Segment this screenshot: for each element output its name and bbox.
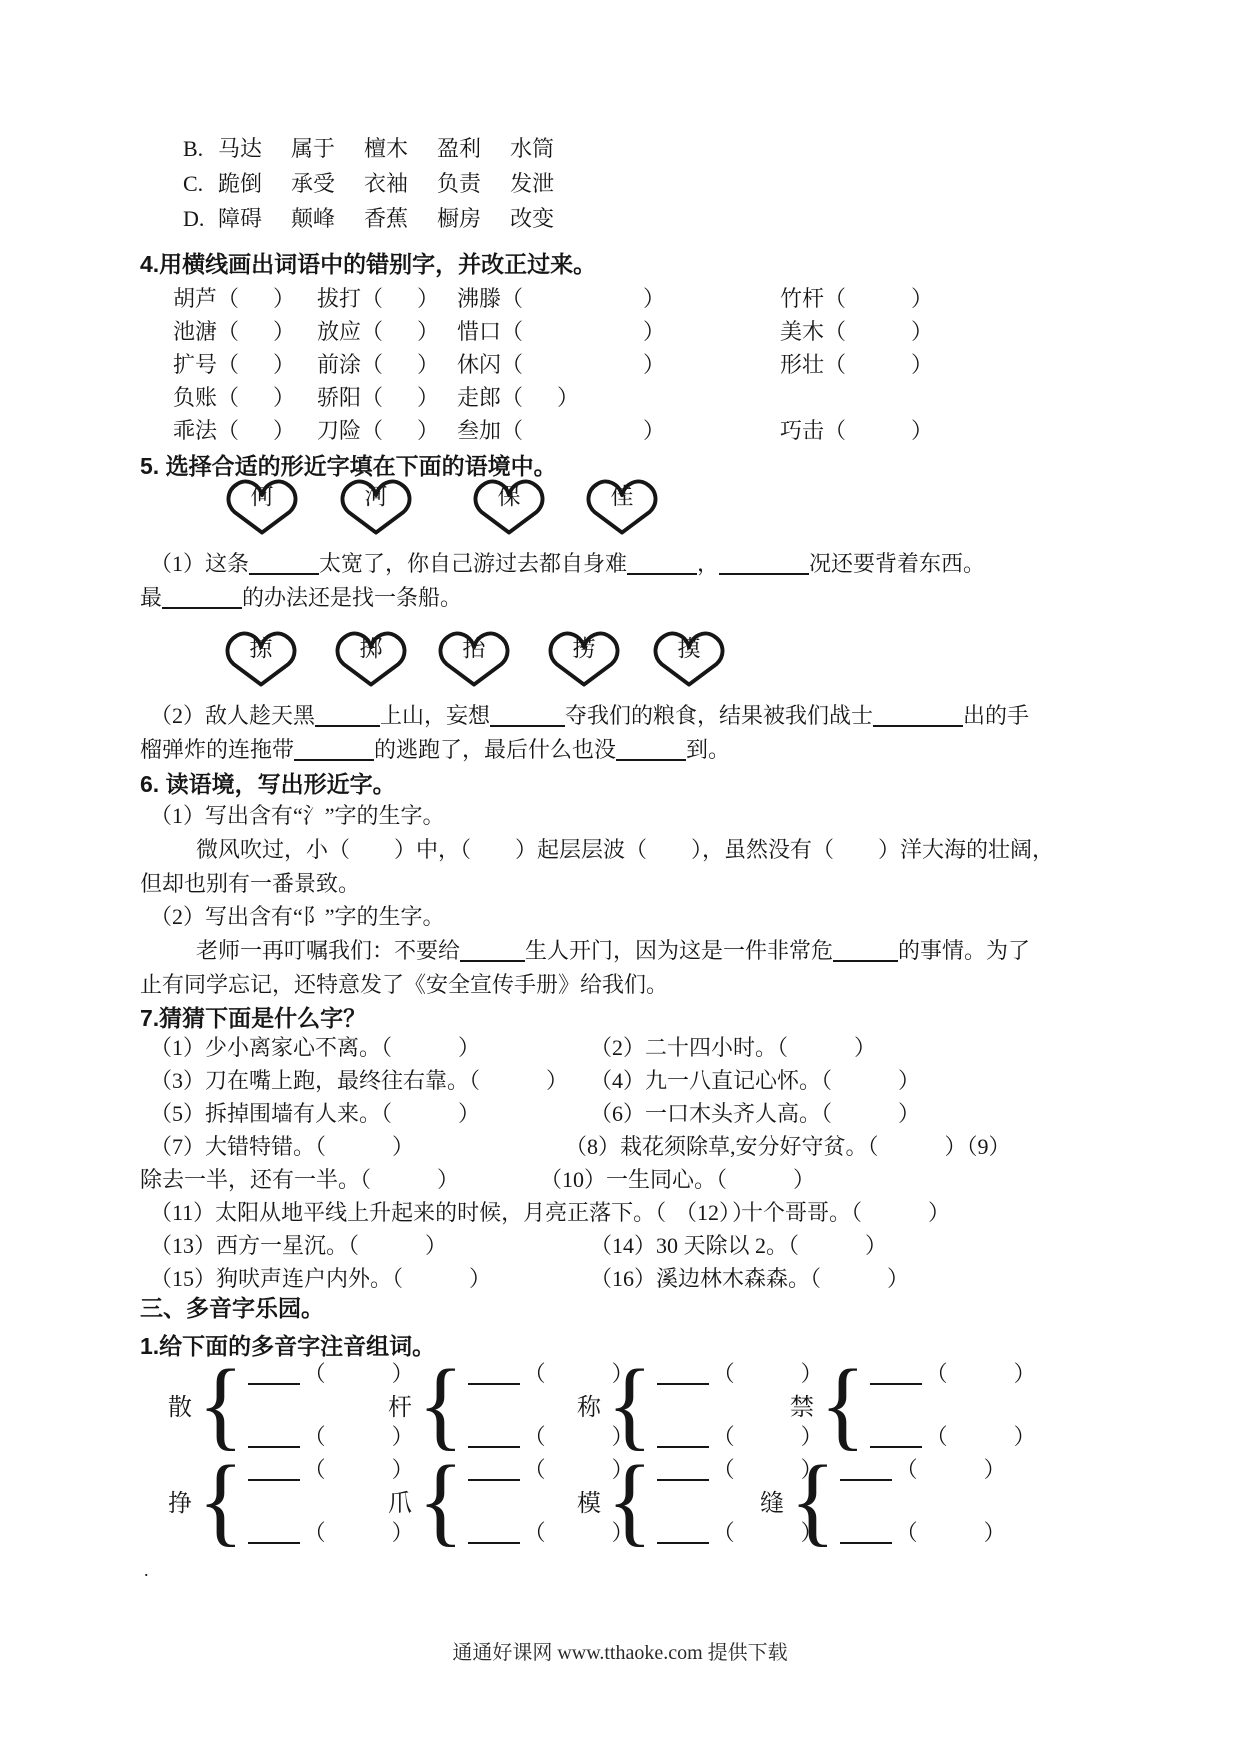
paren-open: （ bbox=[361, 385, 384, 410]
misspelling-row bbox=[173, 348, 933, 381]
paren-open: （ bbox=[501, 352, 524, 377]
blank-underline bbox=[249, 559, 319, 575]
misspelling-item bbox=[457, 381, 780, 414]
paren-close: ） bbox=[273, 418, 296, 443]
blank-underline bbox=[616, 745, 686, 761]
text-segment: 的事情。为了 bbox=[898, 938, 1031, 963]
paren-open: （ bbox=[217, 286, 240, 311]
riddle-item: （1）少小离家心不离。（ ） bbox=[150, 1035, 481, 1060]
misspelling-item bbox=[317, 381, 457, 414]
polyphone-character: 爪 bbox=[388, 1490, 412, 1517]
question-4-grid bbox=[173, 282, 933, 447]
word: 拔打 bbox=[317, 286, 362, 311]
word: 承受 bbox=[291, 171, 336, 196]
word: 属于 bbox=[291, 136, 336, 161]
polyphone-entries bbox=[840, 1452, 1006, 1548]
hearts-row-2 bbox=[0, 628, 1240, 690]
polyphone-character: 禁 bbox=[790, 1394, 814, 1421]
blank-underline bbox=[468, 1465, 520, 1481]
paren-open: （ bbox=[824, 418, 847, 443]
misspelling-item bbox=[317, 315, 457, 348]
polyphone-block bbox=[760, 1443, 1006, 1556]
misspelling-row bbox=[173, 414, 933, 447]
heart-character: 抬 bbox=[462, 636, 486, 661]
riddle-item: （13）西方一星沉。（ ） bbox=[150, 1233, 448, 1258]
word: 美木 bbox=[780, 319, 825, 344]
blank-underline bbox=[468, 1432, 520, 1448]
paren-close: ） bbox=[417, 352, 440, 377]
text-segment: （2）敌人趁天黑 bbox=[150, 703, 316, 728]
paren-blank: （ ） bbox=[523, 1361, 634, 1386]
paren-open: （ bbox=[361, 319, 384, 344]
question-6-title: 6. 读语境，写出形近字。 bbox=[140, 771, 396, 797]
misspelling-item bbox=[457, 315, 780, 348]
riddle-item: （4）九一八直记心怀。（ ） bbox=[590, 1068, 921, 1093]
paren-open: （ bbox=[501, 418, 524, 443]
sentence-line: 微风吹过，小（ ）中，（ ）起层层波（ ），虽然没有（ ）洋大海的壮阔， bbox=[196, 837, 1055, 862]
polyphone-character: 散 bbox=[168, 1394, 192, 1421]
riddle-item: （5）拆掉围墙有人来。（ ） bbox=[150, 1101, 481, 1126]
blank-underline bbox=[248, 1369, 300, 1385]
paren-blank: （ ） bbox=[303, 1520, 414, 1545]
paren-blank: （ ） bbox=[895, 1520, 1006, 1545]
riddle-line bbox=[140, 1196, 1240, 1229]
misspelling-item bbox=[173, 414, 317, 447]
riddle-item: （10）一生同心。（ ） bbox=[540, 1167, 816, 1192]
paren-open: （ bbox=[217, 319, 240, 344]
question-7-title: 7.猜猜下面是什么字？ bbox=[140, 1005, 367, 1031]
paren-open: （ bbox=[824, 319, 847, 344]
paren-open: （ bbox=[824, 286, 847, 311]
blank-underline bbox=[627, 559, 697, 575]
paren-close: ） bbox=[911, 418, 934, 443]
paren-blank: （ ） bbox=[712, 1424, 823, 1449]
word: 前涂 bbox=[317, 352, 362, 377]
misspelling-item bbox=[317, 282, 457, 315]
paren-open: （ bbox=[501, 385, 524, 410]
text-segment: （1）这条 bbox=[150, 551, 250, 576]
blank-underline bbox=[468, 1369, 520, 1385]
polyphone-block bbox=[790, 1347, 1036, 1460]
word: 叁加 bbox=[457, 418, 502, 443]
word-row-d bbox=[183, 202, 583, 237]
riddle-line bbox=[140, 1163, 1240, 1196]
blank-underline bbox=[657, 1369, 709, 1385]
heart-character: 保 bbox=[497, 484, 521, 509]
text-segment: 最 bbox=[140, 585, 163, 610]
word-row-b bbox=[183, 132, 583, 167]
text-segment: 的办法还是找一条船。 bbox=[242, 585, 463, 610]
word-options-list bbox=[183, 132, 583, 237]
sentence-line bbox=[150, 699, 1029, 730]
word-row-c bbox=[183, 167, 583, 202]
paren-blank: （ ） bbox=[523, 1457, 634, 1482]
blank-underline bbox=[840, 1528, 892, 1544]
word: 放应 bbox=[317, 319, 362, 344]
paren-blank: （ ） bbox=[523, 1424, 634, 1449]
word: 颠峰 bbox=[291, 206, 336, 231]
paren-close: ） bbox=[273, 352, 296, 377]
blank-underline bbox=[248, 1528, 300, 1544]
word: 巧击 bbox=[780, 418, 825, 443]
paren-close: ） bbox=[417, 286, 440, 311]
polyphone-entry bbox=[840, 1453, 1006, 1484]
heart-shape bbox=[583, 476, 661, 536]
word: 跪倒 bbox=[218, 171, 263, 196]
word: 惜口 bbox=[457, 319, 502, 344]
text-segment: 出的手 bbox=[963, 703, 1030, 728]
paren-close: ） bbox=[417, 418, 440, 443]
blank-underline bbox=[719, 559, 809, 575]
blank-underline bbox=[460, 946, 525, 962]
misspelling-item bbox=[780, 414, 933, 447]
polyphone-entries bbox=[870, 1356, 1036, 1452]
blank-underline bbox=[870, 1369, 922, 1385]
text-segment: ， bbox=[697, 551, 720, 576]
blank-underline bbox=[873, 711, 963, 727]
text-segment: 的逃跑了，最后什么也没 bbox=[374, 737, 617, 762]
heart-shape bbox=[223, 476, 301, 536]
polyphone-row-1 bbox=[140, 1347, 1240, 1460]
blank-underline bbox=[840, 1465, 892, 1481]
paren-close: ） bbox=[911, 319, 934, 344]
blank-underline bbox=[833, 946, 898, 962]
riddle-item: （15）狗吠声连户内外。（ ） bbox=[150, 1266, 492, 1291]
polyphone-block bbox=[168, 1443, 414, 1556]
riddle-line bbox=[140, 1064, 1240, 1097]
row-label: C. bbox=[183, 171, 204, 196]
riddle-item: （2）二十四小时。（ ） bbox=[590, 1035, 877, 1060]
word: 发泄 bbox=[510, 171, 555, 196]
word: 骄阳 bbox=[317, 385, 362, 410]
paren-close: ） bbox=[643, 319, 666, 344]
polyphone-block bbox=[168, 1347, 414, 1460]
paren-open: （ bbox=[217, 352, 240, 377]
brace-icon: { bbox=[198, 1443, 244, 1556]
paren-blank: （ ） bbox=[712, 1520, 823, 1545]
paren-close: ） bbox=[417, 319, 440, 344]
brace-icon: { bbox=[820, 1347, 866, 1460]
heart-character: 佳 bbox=[610, 484, 634, 509]
row-label: B. bbox=[183, 136, 204, 161]
paren-open: （ bbox=[824, 352, 847, 377]
paren-open: （ bbox=[361, 352, 384, 377]
polyphone-entry bbox=[870, 1420, 1036, 1451]
misspelling-item bbox=[780, 282, 933, 315]
misspelling-row bbox=[173, 381, 933, 414]
word: 池溏 bbox=[173, 319, 218, 344]
word: 负账 bbox=[173, 385, 218, 410]
paren-close: ） bbox=[643, 352, 666, 377]
misspelling-item bbox=[780, 315, 933, 348]
heart-character: 何 bbox=[250, 484, 274, 509]
misspelling-item bbox=[317, 348, 457, 381]
word: 休闪 bbox=[457, 352, 502, 377]
word: 盈利 bbox=[437, 136, 482, 161]
misspelling-row bbox=[173, 282, 933, 315]
misspelling-item bbox=[173, 315, 317, 348]
paren-close: ） bbox=[911, 352, 934, 377]
polyphone-entry bbox=[840, 1516, 1006, 1547]
brace-icon: { bbox=[607, 1443, 653, 1556]
paren-open: （ bbox=[217, 385, 240, 410]
riddle-item: （16）溪边林木森森。（ ） bbox=[590, 1266, 910, 1291]
question-4-title: 4.用横线画出词语中的错别字，并改正过来。 bbox=[140, 251, 597, 277]
blank-underline bbox=[657, 1432, 709, 1448]
blank-underline bbox=[870, 1432, 922, 1448]
paren-close: ） bbox=[643, 418, 666, 443]
section-3-title: 三、多音字乐园。 bbox=[140, 1295, 324, 1321]
sentence-line bbox=[140, 581, 462, 612]
polyphone-row-2 bbox=[140, 1443, 1240, 1556]
sentence-line bbox=[140, 733, 730, 764]
paren-blank: （ ） bbox=[712, 1361, 823, 1386]
word: 形壮 bbox=[780, 352, 825, 377]
word: 负责 bbox=[437, 171, 482, 196]
paren-open: （ bbox=[501, 286, 524, 311]
word: 沸滕 bbox=[457, 286, 502, 311]
blank-underline bbox=[162, 593, 242, 609]
paren-close: ） bbox=[557, 385, 580, 410]
heart-shape bbox=[470, 476, 548, 536]
heart-character: 捞 bbox=[572, 636, 596, 661]
word: 乖法 bbox=[173, 418, 218, 443]
sentence-line: 但却也别有一番景致。 bbox=[140, 871, 361, 896]
misspelling-item bbox=[173, 282, 317, 315]
riddle-line bbox=[140, 1031, 1240, 1064]
riddle-line bbox=[140, 1130, 1240, 1163]
riddle-item: （6）一口木头齐人高。（ ） bbox=[590, 1101, 921, 1126]
heart-character: 河 bbox=[364, 484, 388, 509]
riddle-item: （12）十个哥哥。（ ） bbox=[675, 1200, 951, 1225]
heart-shape bbox=[222, 628, 300, 688]
word: 竹杆 bbox=[780, 286, 825, 311]
word: 障碍 bbox=[218, 206, 263, 231]
word: 水筒 bbox=[510, 136, 555, 161]
paren-close: ） bbox=[273, 286, 296, 311]
polyphone-character: 缝 bbox=[760, 1490, 784, 1517]
text-segment: 上山，妄想 bbox=[380, 703, 491, 728]
misspelling-row bbox=[173, 315, 933, 348]
section-3-q1-title: 1.给下面的多音字注音组词。 bbox=[140, 1333, 436, 1359]
text-segment: 夺我们的粮食，结果被我们战士 bbox=[565, 703, 874, 728]
heart-shape bbox=[545, 628, 623, 688]
heart-character: 摸 bbox=[677, 636, 701, 661]
blank-underline bbox=[294, 745, 374, 761]
stray-dot: . bbox=[144, 1560, 149, 1580]
riddle-item: 除去一半，还有一半。（ ） bbox=[140, 1167, 460, 1192]
sentence-line bbox=[196, 934, 1030, 965]
sentence-line: 止有同学忘记，还特意发了《安全宣传手册》给我们。 bbox=[140, 972, 669, 997]
paren-open: （ bbox=[361, 286, 384, 311]
misspelling-item bbox=[173, 348, 317, 381]
blank-underline bbox=[657, 1465, 709, 1481]
word: 马达 bbox=[218, 136, 263, 161]
heart-character: 掠 bbox=[249, 636, 273, 661]
row-label: D. bbox=[183, 206, 205, 231]
paren-close: ） bbox=[417, 385, 440, 410]
misspelling-item bbox=[457, 414, 780, 447]
polyphone-character: 杆 bbox=[388, 1394, 412, 1421]
polyphone-character: 挣 bbox=[168, 1490, 192, 1517]
paren-blank: （ ） bbox=[712, 1457, 823, 1482]
polyphone-block bbox=[577, 1347, 823, 1460]
paren-blank: （ ） bbox=[523, 1520, 634, 1545]
word: 扩号 bbox=[173, 352, 218, 377]
riddle-item: （14）30 天除以 2。（ ） bbox=[590, 1233, 888, 1258]
heart-shape bbox=[337, 476, 415, 536]
text-segment: 老师一再叮嘱我们：不要给 bbox=[196, 938, 461, 963]
polyphone-entry bbox=[870, 1357, 1036, 1388]
blank-underline bbox=[657, 1528, 709, 1544]
hearts-row-1 bbox=[0, 476, 1240, 538]
polyphone-character: 模 bbox=[577, 1490, 601, 1517]
word: 橱房 bbox=[437, 206, 482, 231]
text-segment: 生人开门，因为这是一件非常危 bbox=[525, 938, 834, 963]
paren-open: （ bbox=[217, 418, 240, 443]
question-5-title: 5. 选择合适的形近字填在下面的语境中。 bbox=[140, 453, 557, 479]
brace-icon: { bbox=[790, 1443, 836, 1556]
blank-underline bbox=[315, 711, 380, 727]
paren-close: ） bbox=[643, 286, 666, 311]
word: 胡芦 bbox=[173, 286, 218, 311]
paren-blank: （ ） bbox=[925, 1424, 1036, 1449]
brace-icon: { bbox=[607, 1347, 653, 1460]
paren-close: ） bbox=[273, 319, 296, 344]
blank-underline bbox=[248, 1465, 300, 1481]
riddle-item: （3）刀在嘴上跑，最终往右靠。（ ） bbox=[150, 1068, 569, 1093]
sub-question-head: （1）写出含有“氵”字的生字。 bbox=[150, 803, 445, 828]
text-segment: 榴弹炸的连拖带 bbox=[140, 737, 295, 762]
paren-close: ） bbox=[273, 385, 296, 410]
paren-close: ） bbox=[911, 286, 934, 311]
footer-text: 通通好课网 www.tthaoke.com 提供下载 bbox=[452, 1642, 788, 1664]
paren-blank: （ ） bbox=[303, 1457, 414, 1482]
heart-shape bbox=[435, 628, 513, 688]
word: 走郎 bbox=[457, 385, 502, 410]
heart-shape bbox=[650, 628, 728, 688]
text-segment: 况还要背着东西。 bbox=[809, 551, 986, 576]
riddle-item: （7）大错特错。（ ） bbox=[150, 1134, 415, 1159]
word: 衣袖 bbox=[364, 171, 409, 196]
paren-blank: （ ） bbox=[303, 1424, 414, 1449]
paren-open: （ bbox=[501, 319, 524, 344]
word: 香蕉 bbox=[364, 206, 409, 231]
polyphone-character: 称 bbox=[577, 1394, 601, 1421]
word: 改变 bbox=[510, 206, 555, 231]
brace-icon: { bbox=[418, 1443, 464, 1556]
misspelling-item bbox=[173, 381, 317, 414]
riddle-item: （8）栽花须除草,安分好守贫。（ ）（9） bbox=[565, 1134, 1011, 1159]
word: 刀险 bbox=[317, 418, 362, 443]
misspelling-item bbox=[457, 348, 780, 381]
blank-underline bbox=[490, 711, 565, 727]
heart-character: 掷 bbox=[359, 636, 383, 661]
word: 檀木 bbox=[364, 136, 409, 161]
sentence-line bbox=[150, 547, 985, 578]
riddle-line bbox=[140, 1097, 1240, 1130]
brace-icon: { bbox=[198, 1347, 244, 1460]
paren-blank: （ ） bbox=[303, 1361, 414, 1386]
paren-blank: （ ） bbox=[895, 1457, 1006, 1482]
blank-underline bbox=[468, 1528, 520, 1544]
text-segment: 到。 bbox=[686, 737, 731, 762]
paren-open: （ bbox=[361, 418, 384, 443]
misspelling-item bbox=[317, 414, 457, 447]
misspelling-item bbox=[457, 282, 780, 315]
misspelling-item bbox=[780, 348, 933, 381]
paren-blank: （ ） bbox=[925, 1361, 1036, 1386]
heart-shape bbox=[332, 628, 410, 688]
blank-underline bbox=[248, 1432, 300, 1448]
riddle-item: （11）太阳从地平线上升起来的时候，月亮正落下。（ ） bbox=[150, 1200, 755, 1225]
sub-question-head: （2）写出含有“阝”字的生字。 bbox=[150, 904, 445, 929]
riddle-line bbox=[140, 1229, 1240, 1262]
riddle-list bbox=[140, 1031, 1240, 1295]
brace-icon: { bbox=[418, 1347, 464, 1460]
text-segment: 太宽了，你自己游过去都自身难 bbox=[319, 551, 628, 576]
